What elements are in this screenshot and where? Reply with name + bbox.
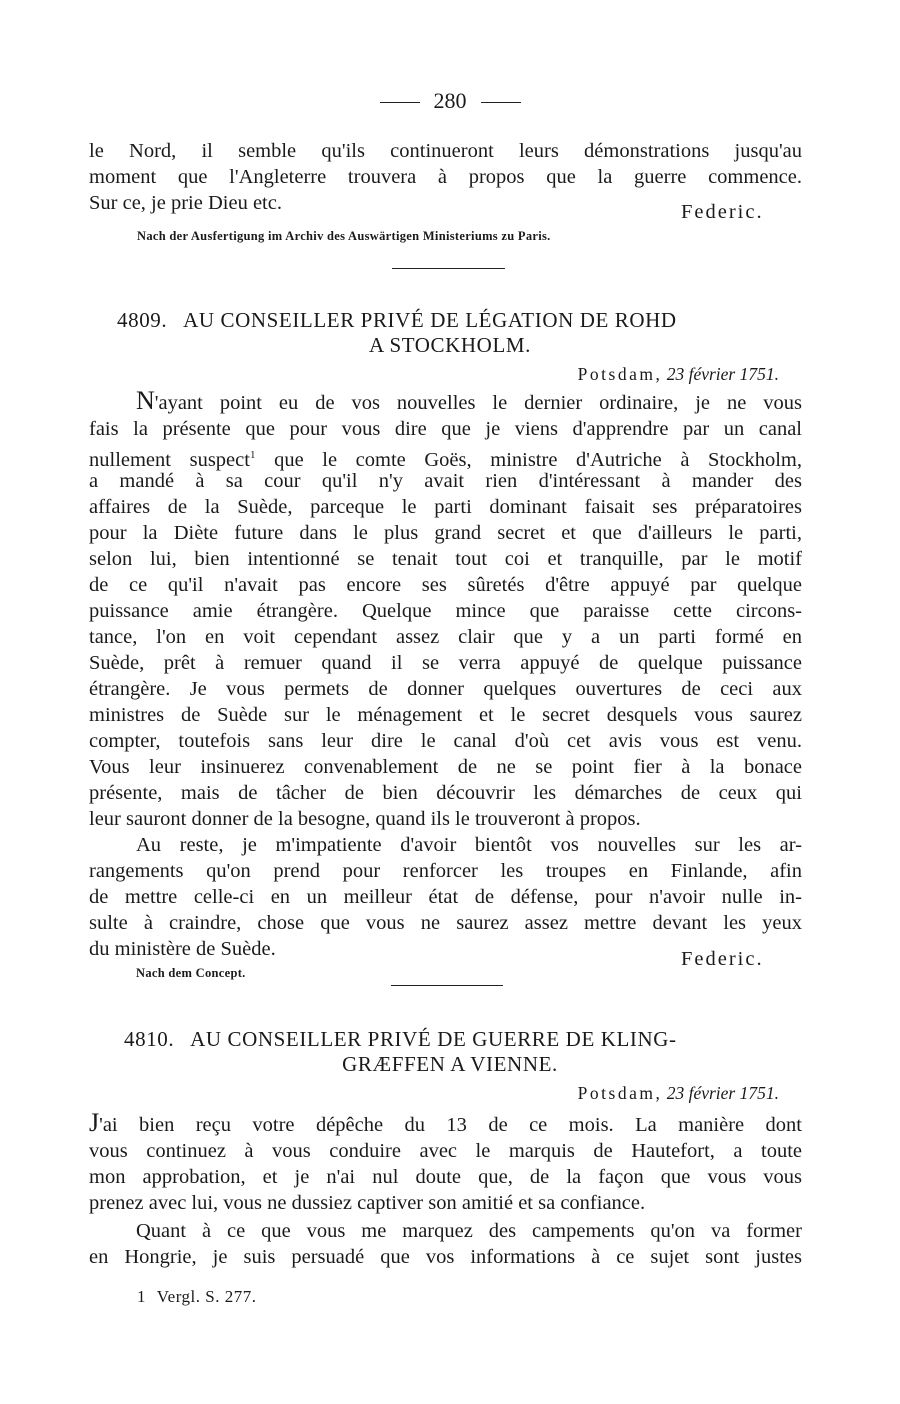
initial-letter: N [136,386,155,415]
text-line: de mettre celle-ci en un meilleur état de défense, pour n'avoir nulle in- [89,886,802,908]
source-note: Nach der Ausfertigung im Archiv des Auswärtigen Ministeriums zu Paris. [137,229,551,243]
text-line: sulte à craindre, chose que vous ne saurez assez mettre devant les yeux [89,912,802,934]
text-line: pour la Diète future dans le plus grand secret et que d'ailleurs le parti, [89,522,802,544]
section-divider [392,268,505,269]
letter-destination: A STOCKHOLM. [368,333,531,357]
footnote [137,1287,256,1307]
text-run: nullement suspect [89,448,250,471]
text-line: leur sauront donner de la besogne, quand ils le trouveront à propos. [89,808,641,830]
date-place: Potsdam, [577,1083,663,1103]
text-run: 'ayant point eu de vos nouvelles le dernier ordinaire, je ne vous [154,392,802,414]
signature: Federic. [681,948,764,970]
letter-destination: GRÆFFEN A VIENNE. [342,1052,558,1076]
letter-recipient: AU CONSEILLER PRIVÉ DE LÉGATION DE ROHD [183,308,677,332]
text-line: présente, mais de tâcher de bien découvrir les démarches de ceux qui [89,782,802,804]
text-line: fais la présente que pour vous dire que je viens d'apprendre par un canal [89,418,802,440]
letter-heading [117,308,677,333]
text-line: de ce qu'il n'avait pas encore ses sûretés d'être appuyé par quelque [89,574,802,596]
text-line [89,1108,802,1138]
letter-heading [124,1027,677,1052]
dateline [578,1083,779,1104]
source-note: Nach dem Concept. [136,966,246,980]
text-line: affaires de la Suède, parceque le parti dominant faisait ses préparatoires [89,496,802,518]
section-divider [391,985,503,986]
text-line: mon approbation, et je n'ai nul doute que, de la façon que vous vous [89,1166,802,1188]
letter-number: 4810. [124,1027,175,1051]
text-run: 'ai bien reçu votre dépêche du 13 de ce mois. La manière dont [99,1114,802,1136]
page-number: 280 [433,88,467,113]
date-text: 23 février 1751. [666,1083,779,1103]
text-line: Vous leur insinuerez convenablement de ne se point fier à la bonace [89,756,802,778]
text-run: que le comte Goës, ministre d'Autriche à Stockholm, [255,448,802,471]
text-line: Sur ce, je prie Dieu etc. [89,192,282,214]
date-place: Potsdam, [577,364,663,384]
dateline [578,364,779,385]
text-line: rangements qu'on prend pour renforcer les troupes en Finlande, afin [89,860,802,882]
footnote-text: Vergl. S. 277. [156,1287,257,1306]
page-header [0,88,900,114]
header-dash-right [481,102,521,103]
text-line: compter, toutefois sans leur dire le canal d'où cet avis vous est venu. [89,730,802,752]
initial-letter: J [89,1108,100,1137]
text-line [136,386,802,416]
text-line: Au reste, je m'impatiente d'avoir bientôt vos nouvelles sur les ar- [136,834,802,856]
text-line: étrangère. Je vous permets de donner quelques ouvertures de ceci aux [89,678,802,700]
text-line: le Nord, il semble qu'ils continueront leurs démonstrations jusqu'au [89,140,802,162]
header-dash-left [380,102,420,103]
footnote-mark: 1 [249,449,256,461]
text-line: tance, l'on en voit cependant assez clair que y a un parti formé en [89,626,802,648]
text-line: a mandé à sa cour qu'il n'y avait rien d'intéressant à mander des [89,470,802,492]
footnote-number: 1 [137,1287,146,1306]
text-line: selon lui, bien intentionné se tenait tout coi et tranquille, par le motif [89,548,802,570]
text-line: Quant à ce que vous me marquez des campements qu'on va former [136,1220,802,1242]
text-line: moment que l'Angleterre trouvera à propos que la guerre commence. [89,166,802,188]
letter-number: 4809. [117,308,168,332]
text-line: prenez avec lui, vous ne dussiez captiver son amitié et sa confiance. [89,1192,646,1214]
text-line: du ministère de Suède. [89,938,276,960]
date-text: 23 février 1751. [666,364,779,384]
text-line: ministres de Suède sur le ménagement et le secret desquels vous saurez [89,704,802,726]
text-line: puissance amie étrangère. Quelque mince que paraisse cette circons- [89,600,802,622]
letter-recipient: AU CONSEILLER PRIVÉ DE GUERRE DE KLING- [190,1027,677,1051]
text-line: Suède, prêt à remuer quand il se verra appuyé de quelque puissance [89,652,802,674]
signature: Federic. [681,201,764,223]
text-line: vous continuez à vous conduire avec le marquis de Hautefort, a toute [89,1140,802,1162]
text-line: en Hongrie, je suis persuadé que vos informations à ce sujet sont justes [89,1246,802,1268]
